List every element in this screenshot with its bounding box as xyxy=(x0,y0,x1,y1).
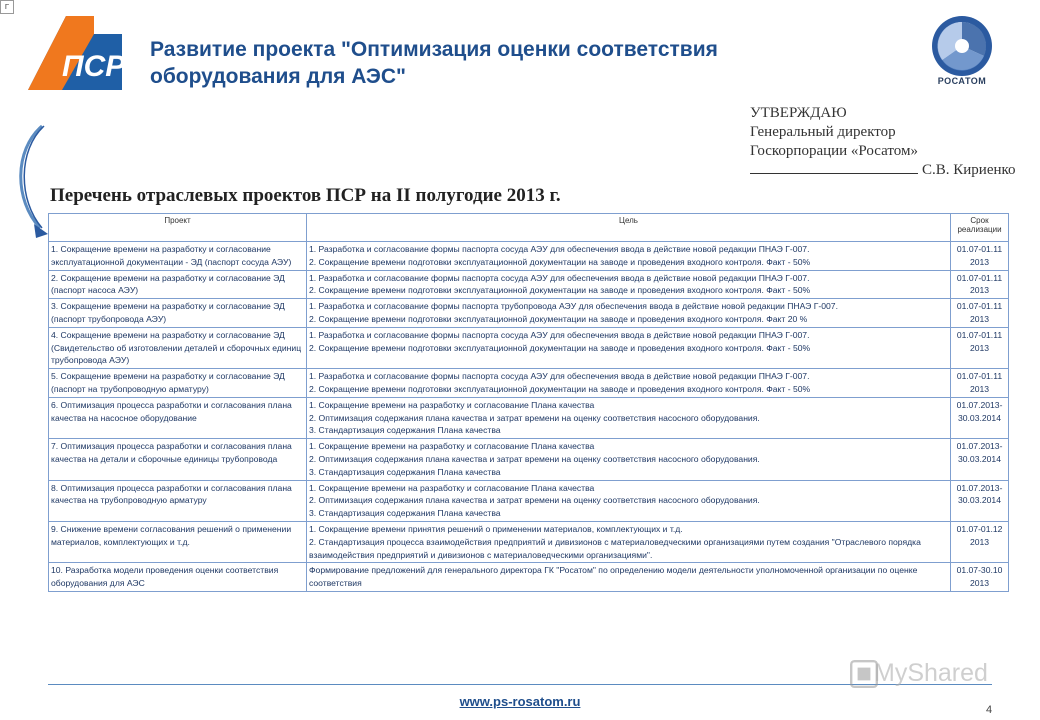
goal-line: 2. Оптимизация содержания плана качества и затрат времени на оценку соответствия насосного оборудования. xyxy=(309,495,760,506)
table-row xyxy=(49,327,1009,368)
term-cell: 01.07-01.11 2013 xyxy=(951,327,1009,368)
goal-cell xyxy=(307,270,951,299)
term-cell: 01.07.2013-30.03.2014 xyxy=(951,397,1009,438)
goal-line: 1. Разработка и согласование формы паспорта трубопровода АЭУ для обеспечения ввода в действие новой редакции ПНАЭ Г-007. xyxy=(309,301,838,312)
approval-signer: С.В. Кириенко xyxy=(922,162,1016,178)
psr-logo xyxy=(22,12,134,94)
watermark-text: MyShared xyxy=(874,659,988,687)
term-cell: 01.07-01.11 2013 xyxy=(951,299,1009,328)
goal-cell xyxy=(307,480,951,521)
goal-line: 2. Сокращение времени подготовки эксплуатационной документации на заводе и проведения входного контроля. Факт - 50% xyxy=(309,383,811,394)
table-row xyxy=(49,480,1009,521)
goal-line: 1. Разработка и согласование формы паспорта сосуда АЭУ для обеспечения ввода в действие новой редакции ПНАЭ Г-007. xyxy=(309,244,810,254)
psr-logo-text: ПСР xyxy=(62,50,126,83)
rosatom-logo-text: РОСАТОМ xyxy=(937,76,987,86)
goal-line: 2. Сокращение времени подготовки эксплуатационной документации на заводе и проведения входного контроля. Факт - 50% xyxy=(309,285,811,296)
header-project: Проект xyxy=(49,214,307,242)
goal-line: 1. Сокращение времени принятия решений о применении материалов, комплектующих и т.д. xyxy=(309,523,683,534)
goal-line: 3. Стандартизация содержания Плана качества xyxy=(309,466,501,477)
table-row xyxy=(49,369,1009,398)
list-subtitle: Перечень отраслевых проектов ПСР на II полугодие 2013 г. xyxy=(50,185,561,206)
goal-cell xyxy=(307,327,951,368)
header-goal: Цель xyxy=(307,214,951,242)
page-number: 4 xyxy=(986,704,993,716)
goal-line: 2. Сокращение времени подготовки эксплуатационной документации на заводе и проведения входного контроля. Факт - 50% xyxy=(309,256,811,267)
curved-arrow-icon xyxy=(10,120,50,240)
term-cell: 01.07-01.11 2013 xyxy=(951,242,1009,271)
goal-line: Формирование предложений для генерального директора ГК "Росатом" по определению модели деятельности уполномоченной организации по оценке соответствия xyxy=(309,565,918,589)
goal-line: 1. Сокращение времени на разработку и согласование Плана качества xyxy=(309,399,595,410)
project-cell: 3. Сокращение времени на разработку и согласование ЭД (паспорт трубопровода АЭУ) xyxy=(49,299,307,328)
project-cell: 6. Оптимизация процесса разработки и согласования плана качества на насосное оборудование xyxy=(49,397,307,438)
goal-line: 2. Оптимизация содержания плана качества и затрат времени на оценку соответствия насосного оборудования. xyxy=(309,412,760,423)
header-term: Срок реализации xyxy=(951,214,1009,242)
project-cell: 7. Оптимизация процесса разработки и согласования плана качества на детали и сборочные единицы трубопровода xyxy=(49,439,307,480)
goal-line: 3. Стандартизация содержания Плана качества xyxy=(309,425,501,436)
goal-line: 1. Разработка и согласование формы паспорта сосуда АЭУ для обеспечения ввода в действие новой редакции ПНАЭ Г-007. xyxy=(309,329,810,340)
term-cell: 01.07-01.12 2013 xyxy=(951,521,1009,562)
goal-cell xyxy=(307,369,951,398)
goal-cell xyxy=(307,299,951,328)
project-cell: 9. Снижение времени согласования решений о применении материалов, комплектующих и т.д. xyxy=(49,521,307,562)
approval-signature-row xyxy=(750,161,1040,180)
goal-line: 1. Разработка и согласование формы паспорта сосуда АЭУ для обеспечения ввода в действие новой редакции ПНАЭ Г-007. xyxy=(309,272,810,283)
project-cell: 2. Сокращение времени на разработку и согласование ЭД (паспорт насоса АЭУ) xyxy=(49,270,307,299)
table-header-row xyxy=(49,214,1009,242)
signature-line xyxy=(750,173,918,174)
approval-block xyxy=(750,104,1040,180)
table-body xyxy=(49,242,1009,592)
goal-line: 1. Разработка и согласование формы паспорта сосуда АЭУ для обеспечения ввода в действие новой редакции ПНАЭ Г-007. xyxy=(309,371,810,382)
project-cell: 10. Разработка модели проведения оценки соответствия оборудования для АЭС xyxy=(49,563,307,592)
table-row xyxy=(49,521,1009,562)
project-cell: 8. Оптимизация процесса разработки и согласования плана качества на трубопроводную арматуру xyxy=(49,480,307,521)
approval-line-3: Госкорпорации «Росатом» xyxy=(750,143,918,159)
goal-cell xyxy=(307,397,951,438)
table-row xyxy=(49,270,1009,299)
table-row xyxy=(49,397,1009,438)
term-cell: 01.07-30.10 2013 xyxy=(951,563,1009,592)
table-row xyxy=(49,563,1009,592)
projects-table xyxy=(48,213,1009,592)
table-row xyxy=(49,299,1009,328)
goal-line: 2. Стандартизация процесса взаимодействия предприятий и дивизионов с материаловедческими организациями путем создания "Отраслевого порядка взаимодействия предприятий и дивизионов с материаловедческими организациями". xyxy=(309,536,921,560)
goal-line: 2. Сокращение времени подготовки эксплуатационной документации на заводе и проведения входного контроля. Факт 20 % xyxy=(309,313,808,324)
page-title: Развитие проекта "Оптимизация оценки соответствия оборудования для АЭС" xyxy=(150,38,718,88)
table-row xyxy=(49,242,1009,271)
approval-line-1: УТВЕРЖДАЮ xyxy=(750,105,847,121)
goal-line: 1. Сокращение времени на разработку и согласование Плана качества xyxy=(309,482,595,493)
goal-line: 3. Стандартизация содержания Плана качества xyxy=(309,508,501,519)
goal-line: 1. Сокращение времени на разработку и согласование Плана качества xyxy=(309,441,595,452)
project-cell: 1. Сокращение времени на разработку и согласование эксплуатационной документации - ЭД (паспорт сосуда АЭУ) xyxy=(49,242,307,271)
footer-link[interactable]: www.ps-rosatom.ru xyxy=(459,694,581,709)
goal-cell xyxy=(307,521,951,562)
project-cell: 4. Сокращение времени на разработку и согласование ЭД (Свидетельство об изготовлении деталей и сборочных единиц трубопровода АЭУ) xyxy=(49,327,307,368)
goal-line: 2. Сокращение времени подготовки эксплуатационной документации на заводе и проведения входного контроля. Факт - 50% xyxy=(309,342,811,353)
table-row xyxy=(49,439,1009,480)
goal-cell xyxy=(307,242,951,271)
approval-line-2: Генеральный директор xyxy=(750,124,896,140)
term-cell: 01.07-01.11 2013 xyxy=(951,369,1009,398)
goal-cell xyxy=(307,563,951,592)
term-cell: 01.07.2013-30.03.2014 xyxy=(951,480,1009,521)
goal-cell xyxy=(307,439,951,480)
term-cell: 01.07-01.11 2013 xyxy=(951,270,1009,299)
project-cell: 5. Сокращение времени на разработку и согласование ЭД (паспорт на трубопроводную арматуру) xyxy=(49,369,307,398)
corner-mark: г xyxy=(0,0,14,14)
term-cell: 01.07.2013-30.03.2014 xyxy=(951,439,1009,480)
goal-line: 2. Оптимизация содержания плана качества и затрат времени на оценку соответствия насосного оборудования. xyxy=(309,453,760,464)
